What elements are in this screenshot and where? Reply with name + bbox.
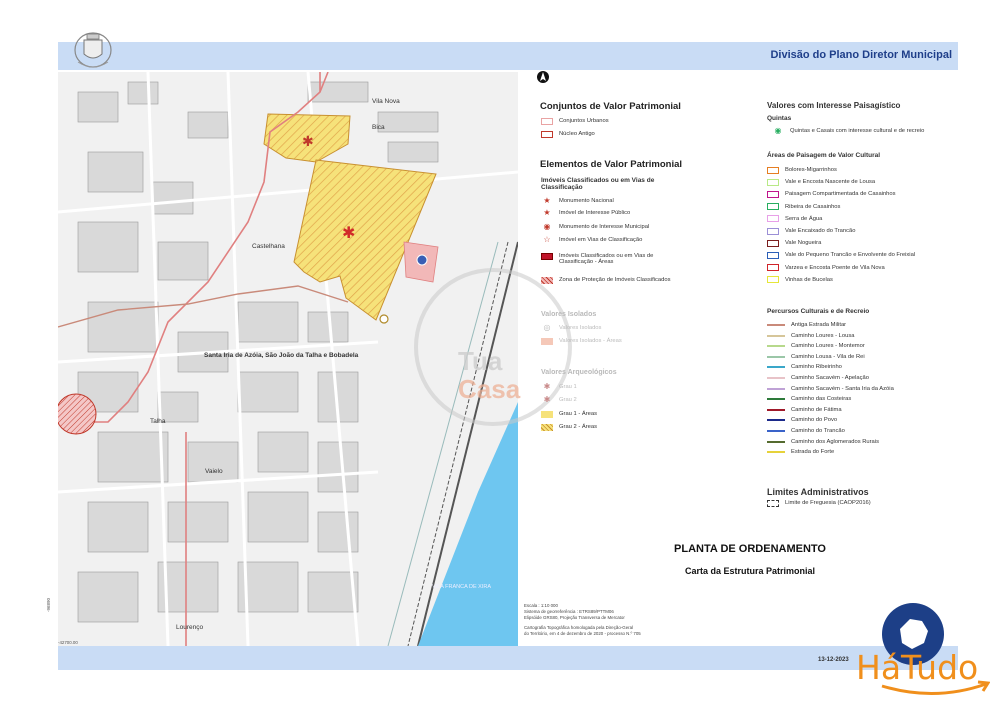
legend-item-percurso (767, 437, 879, 447)
route-line-icon (767, 324, 785, 326)
legend-item-percurso (767, 415, 837, 425)
route-line-icon (767, 377, 785, 379)
legend-areas-title: Áreas de Paisagem de Valor Cultural (767, 152, 881, 159)
legend-quintas-title: Quintas (767, 115, 792, 122)
area-swatch-icon (767, 203, 779, 210)
legend-item-label: Monumento Nacional (559, 198, 614, 204)
legend-item-vias-classificacao (541, 235, 642, 245)
route-line-icon (767, 356, 785, 358)
legend-item-area (767, 250, 915, 260)
legend-item-label: Serra de Água (785, 215, 823, 222)
hatched-swatch-icon (541, 424, 553, 431)
legend-item-label: Vale e Encosta Nascente de Lousa (785, 179, 876, 186)
legend-item-label: Bolores-Migarrinhos (785, 167, 837, 173)
legend-item-percurso (767, 394, 851, 404)
legend-item-label: Caminho Sacavém - Santa Iria da Azóia (791, 385, 894, 392)
map-label-talha: Talha (150, 418, 166, 425)
plan-title: PLANTA DE ORDENAMENTO (674, 543, 826, 555)
legend-item-area (767, 226, 855, 236)
route-line-icon (767, 419, 785, 421)
route-line-icon (767, 345, 785, 347)
legend-paisagistico-title: Valores com Interesse Paisagístico (767, 101, 901, 110)
area-swatch-icon (541, 253, 553, 260)
area-swatch-icon (767, 240, 779, 247)
legend-item-label: Caminho de Fátima (791, 406, 842, 413)
route-line-icon (767, 335, 785, 337)
legend-item-label: Caminho do Povo (791, 417, 838, 424)
legend-item-label: Imóvel em Vias de Classificação (559, 237, 643, 243)
legend-item-area (767, 202, 840, 212)
legend-item-label: Valores Isolados - Áreas (559, 338, 622, 344)
legend-item-label: Grau 1 - Áreas (559, 411, 598, 417)
legend-item-label: Núcleo Antigo (559, 131, 595, 137)
meta-ellipsoid: Elipsóide GRS80, Projeção Transversa de Mercator (524, 615, 625, 620)
legend-item-grau-2-areas (541, 422, 597, 432)
legend-item-label: Imóvel de Interesse Público (559, 210, 631, 216)
circle-target-icon: ◎ (543, 323, 551, 332)
legend-item-monumento-municipal (541, 222, 649, 232)
plan-subtitle: Carta da Estrutura Patrimonial (684, 566, 816, 576)
dashed-boundary-icon (767, 500, 779, 507)
legend-item-percurso (767, 352, 865, 362)
legend-item-area (767, 263, 885, 273)
area-swatch-icon (767, 191, 779, 198)
asterisk-icon: ✱ (543, 395, 551, 404)
page-header-title: Divisão do Plano Diretor Municipal (770, 49, 952, 61)
legend-item-area (767, 189, 896, 199)
area-swatch-icon (767, 264, 779, 271)
meta-system: Sistema de georreferência : ETRS89/PTTM06 (524, 609, 614, 614)
legend-item-label: Grau 1 (559, 384, 577, 390)
asterisk-icon: ✱ (543, 382, 551, 391)
legend-item-interesse-publico (541, 208, 630, 218)
legend-item-label: Valores Isolados (559, 325, 602, 331)
legend-item-percurso (767, 362, 842, 372)
map-coordinate-side: -96890 (46, 597, 51, 612)
legend-item-label: Varzea e Encosta Poente de Vila Nova (785, 264, 885, 271)
legend-item-label: Caminho Sacavém - Apelação (791, 375, 869, 381)
route-line-icon (767, 430, 785, 432)
area-swatch-icon (541, 411, 553, 418)
legend-item-label: Caminho das Costeiras (791, 396, 852, 403)
area-swatch-icon (767, 215, 779, 222)
route-line-icon (767, 409, 785, 411)
legend-item-label: Caminho Lousa - Vila de Rei (791, 353, 865, 360)
legend-item-label: Caminho Ribeirinho (791, 364, 842, 371)
legend-item-label: Vale Nogueira (785, 240, 822, 247)
legend-conjuntos-title: Conjuntos de Valor Patrimonial (540, 101, 681, 112)
map-label-river: VILA FRANCA DE XIRA (432, 584, 491, 590)
legend-item-quintas (772, 126, 924, 136)
star-icon: ★ (543, 208, 551, 217)
legend-item-monumento-nacional (541, 196, 614, 206)
hatched-swatch-icon (541, 277, 553, 284)
legend-isolados-title: Valores Isolados (541, 311, 597, 318)
area-swatch-icon (767, 276, 779, 283)
legend-item-label: Monumento de Interesse Municipal (559, 224, 650, 230)
legend-item-percurso (767, 320, 846, 330)
map-label-lourenco: Lourenço (176, 624, 204, 631)
meta-scale: Escala : 1:10 000 (524, 603, 558, 608)
area-swatch-icon (767, 167, 779, 174)
map-coordinate-left: -42700.00 (58, 640, 78, 645)
legend-item-imoveis-areas (541, 253, 689, 267)
star-outline-icon: ☆ (543, 235, 551, 244)
watermark-text-tua: Tua (458, 346, 503, 376)
legend-item-nucleo-antigo (541, 129, 595, 139)
route-line-icon (767, 441, 785, 443)
area-swatch-icon (767, 179, 779, 186)
route-line-icon (767, 451, 785, 453)
svg-text:✱: ✱ (302, 133, 314, 149)
circle-dot-icon: ◉ (774, 126, 782, 135)
legend-item-percurso (767, 331, 854, 341)
area-swatch-icon (541, 338, 553, 345)
legend-limites-title: Limites Administrativos (767, 487, 869, 497)
legend-item-area (767, 165, 837, 175)
route-line-icon (767, 398, 785, 400)
legend-item-area (767, 177, 875, 187)
legend-elementos-title: Elementos de Valor Patrimonial (540, 159, 683, 170)
legend-item-percurso (767, 373, 869, 383)
map-label-bica: Bica (372, 124, 385, 131)
map-label-vila-nova: Vila Nova (372, 98, 400, 105)
north-arrow-icon (536, 70, 550, 84)
legend-item-label: Caminho Loures - Lousa (791, 332, 855, 339)
area-swatch-icon (767, 252, 779, 259)
legend-item-zona-protecao (541, 275, 671, 285)
legend-item-label: Estrada do Forte (791, 449, 835, 456)
legend-item-label: Paisagem Compartimentada de Casainhos (785, 191, 896, 198)
legend-item-label: Vinhas de Bucelas (785, 276, 833, 283)
legend-item-area (767, 275, 833, 285)
legend-item-area (767, 238, 821, 248)
map-label-vaielo: Vaielo (205, 468, 223, 475)
hatudo-logo[interactable]: HáTudo (856, 648, 979, 687)
legend-item-label: Caminho Loures - Montemor (791, 343, 865, 350)
meta-carto-1: Cartografia Topográfica homologada pela Direção-Geral (524, 625, 634, 630)
map-label-castelhana: Castelhana (252, 243, 285, 250)
meta-carto-2: do Território, em 4 de dezembro de 2020 - processo N.º 705 (524, 631, 641, 636)
legend-item-label: Imóveis Classificados ou em Vias de Classificação - Áreas (559, 253, 654, 265)
legend-item-percurso (767, 426, 845, 436)
municipal-crest-icon (70, 28, 116, 70)
legend-item-percurso (767, 341, 865, 351)
route-line-icon (767, 388, 785, 390)
legend-item-label: Limite de Freguesia (CAOP2016) (785, 500, 871, 506)
legend-item-conjuntos-urbanos (541, 116, 609, 126)
legend-item-valores-isolados-areas (541, 336, 622, 346)
route-line-icon (767, 366, 785, 368)
area-swatch-icon (767, 228, 779, 235)
legend-item-label: Zona de Proteção de Imóveis Classificados (559, 277, 671, 283)
legend-item-label: Antiga Estrada Militar (791, 322, 847, 328)
legend-item-label: Vale Encaixado do Trancão (785, 228, 856, 234)
legend-item-valores-isolados (541, 323, 601, 333)
legend-item-label: Caminho do Trancão (791, 428, 845, 434)
svg-text:✱: ✱ (342, 225, 356, 242)
legend-elementos-subtitle: Imóveis Classificados ou em Vias de Classificação (541, 177, 655, 191)
legend-item-grau-1-areas (541, 409, 597, 419)
legend-item-label: Caminho dos Aglomerados Rurais (791, 438, 879, 445)
legend-percursos-title: Percursos Culturais e de Recreio (767, 308, 870, 315)
legend-item-label: Conjuntos Urbanos (559, 118, 609, 124)
legend-item-grau-2 (541, 395, 577, 405)
legend-item-limite-freguesia (767, 498, 871, 508)
target-icon: ◉ (543, 222, 551, 231)
legend-item-label: Grau 2 (559, 397, 577, 403)
legend-item-label: Vale do Pequeno Trancão e Envolvente do Freixial (785, 252, 916, 259)
star-icon: ★ (543, 196, 551, 205)
legend-item-percurso (767, 447, 834, 457)
legend-item-percurso (767, 384, 894, 394)
hatudo-smile-icon (880, 680, 990, 700)
legend-arqueologicos-title: Valores Arqueológicos (541, 369, 617, 376)
legend-item-percurso (767, 405, 842, 415)
footer-date: 13-12-2023 (818, 657, 849, 663)
map-parish-label: Santa Iria de Azóia, São João da Talha e Bobadela (204, 352, 359, 359)
legend-item-label: Grau 2 - Áreas (559, 424, 598, 430)
legend-item-area (767, 214, 822, 224)
legend-item-label: Ribeira de Casainhos (785, 203, 841, 210)
legend-item-label: Quintas e Casais com interesse cultural e de recreio (790, 128, 925, 134)
watermark-text-casa: Casa (458, 374, 521, 404)
legend-item-grau-1 (541, 382, 577, 392)
